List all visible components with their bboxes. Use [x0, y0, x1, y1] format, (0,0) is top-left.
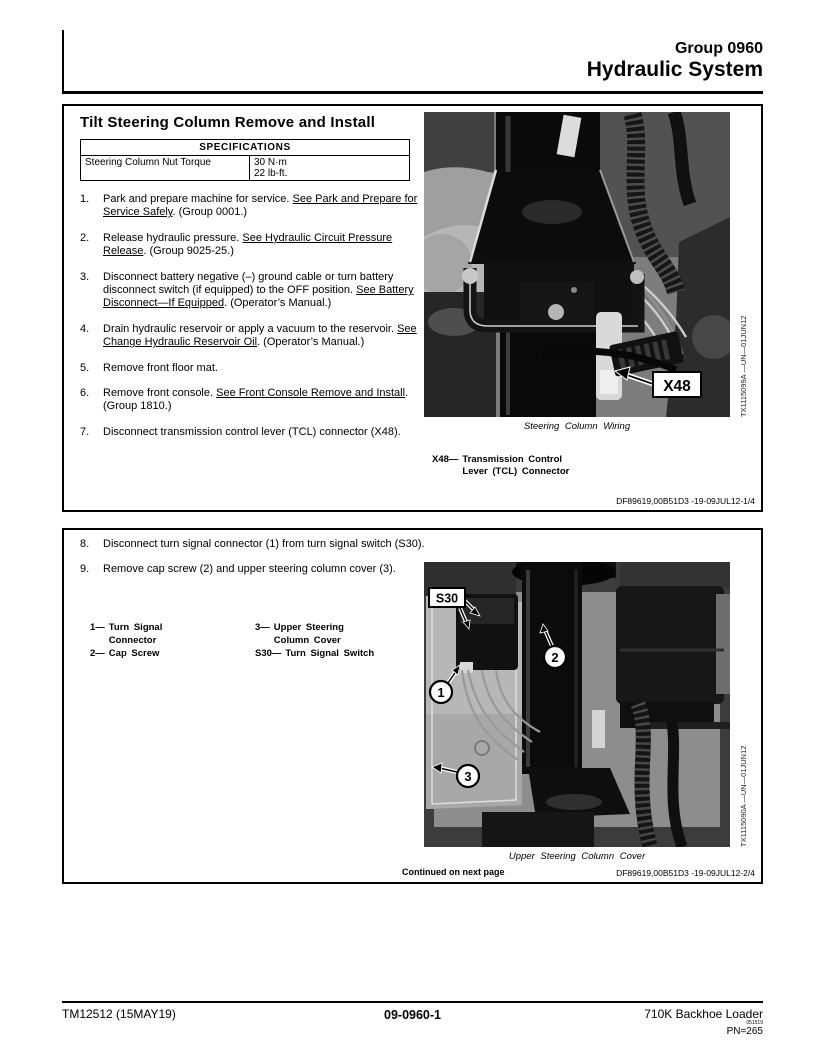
tx-image-code: TX1115090A —UN—01JUN12 — [739, 745, 748, 847]
legend-column-1 — [90, 622, 255, 660]
figure-caption: Steering Column Wiring — [523, 421, 631, 432]
footer-manual-number: TM12512 (15MAY19) — [62, 1007, 176, 1021]
step-4: 4. Drain hydraulic reservoir or apply a vacuum to the reservoir. See Change Hydraulic Reservoir Oil. (Operator’s Manual.) — [80, 322, 417, 349]
figure-upper-steering-column-cover — [424, 562, 730, 862]
legend-item: S30— Turn Signal Switch — [255, 647, 375, 659]
footer-page-number: 09-0960-1 — [384, 1008, 441, 1022]
continued-on-next-page: Continued on next page — [402, 867, 505, 877]
header-rule-vertical — [62, 30, 64, 92]
xref-link[interactable]: See Park and Prepare for Service Safely — [103, 193, 418, 219]
step-5: 5. Remove front floor mat. — [80, 361, 218, 374]
legend-item: 1— Turn Signal Connector — [90, 622, 163, 646]
legend-item: 3— Upper Steering Column Cover — [255, 622, 344, 646]
spec-table-header: SPECIFICATIONS — [81, 140, 410, 156]
photo-steering-column-wiring — [424, 112, 730, 417]
step-2: 2. Release hydraulic pressure. See Hydraulic Circuit Pressure Release. (Group 9025-25.) — [80, 231, 393, 258]
label-2-text: 2 — [551, 650, 559, 665]
step-7: 7. Disconnect transmission control lever (TCL) connector (X48). — [80, 425, 401, 438]
page-header — [587, 40, 763, 83]
step-9: 9. Remove cap screw (2) and upper steering column cover (3). — [80, 563, 396, 576]
footer-model-name: 710K Backhoe Loader — [644, 1007, 763, 1021]
photo-upper-steering-column-cover — [424, 562, 730, 847]
spec-value: 30 N·m 22 lb-ft. — [250, 156, 410, 181]
figure-legend: X48— Transmission Control Lever (TCL) Connector — [432, 454, 570, 478]
figure-steering-column-wiring — [424, 112, 730, 479]
section1-text-column — [80, 114, 426, 451]
label-3-text: 3 — [464, 769, 472, 784]
header-group: Group 0960 — [674, 40, 763, 57]
spec-item: Steering Column Nut Torque — [81, 156, 250, 181]
step-6: 6. Remove front console. See Front Console Remove and Install. (Group 1810.) — [80, 387, 409, 413]
xref-link[interactable]: See Front Console Remove and Install — [216, 387, 406, 400]
footer-pn: PN=265 — [726, 1026, 763, 1037]
figure-caption: Upper Steering Column Cover — [508, 851, 646, 862]
section-title: Tilt Steering Column Remove and Install — [80, 114, 376, 131]
procedure-steps — [80, 193, 426, 439]
xref-link[interactable]: See Change Hydraulic Reservoir Oil — [103, 322, 417, 349]
header-rule-horizontal — [62, 91, 763, 94]
xref-link[interactable]: See Battery Disconnect—If Equipped — [103, 284, 414, 310]
footer-rule — [62, 1001, 763, 1003]
step-3: 3. Disconnect battery negative (–) ground cable or turn battery disconnect switch (if equipped) to the OFF position. See Battery Disconnect—If Equipped. (Operator’s Manual.) — [80, 270, 414, 310]
s30-label-text: S30 — [435, 591, 459, 606]
doc-code: DF89619,00B51D3 -19-09JUL12-1/4 — [616, 496, 755, 506]
step-8: 8. Disconnect turn signal connector (1) from turn signal switch (S30). — [80, 538, 425, 550]
figure-legend-columns — [90, 622, 390, 660]
step-1: 1. Park and prepare machine for service. See Park and Prepare for Service Safely. (Group 0001.) — [80, 193, 418, 219]
xref-link[interactable]: See Hydraulic Circuit Pressure Release — [103, 231, 393, 258]
table-row — [81, 156, 410, 181]
section-turn-signal-cover — [62, 528, 763, 884]
header-title: Hydraulic System — [586, 58, 763, 82]
label-1-text: 1 — [437, 685, 445, 700]
legend-column-2 — [255, 622, 390, 660]
tx-image-code: TX1115099A —UN—01JUN12 — [739, 315, 748, 417]
section2-text-column — [80, 538, 426, 589]
footer-date-code: 051519 — [746, 1020, 763, 1026]
doc-code: DF89619,00B51D3 -19-09JUL12-2/4 — [616, 868, 755, 878]
x48-label-text: X48 — [663, 378, 691, 395]
legend-item: 2— Cap Screw — [90, 647, 160, 659]
spec-table — [80, 139, 410, 181]
section-tilt-steering-column — [62, 104, 763, 512]
